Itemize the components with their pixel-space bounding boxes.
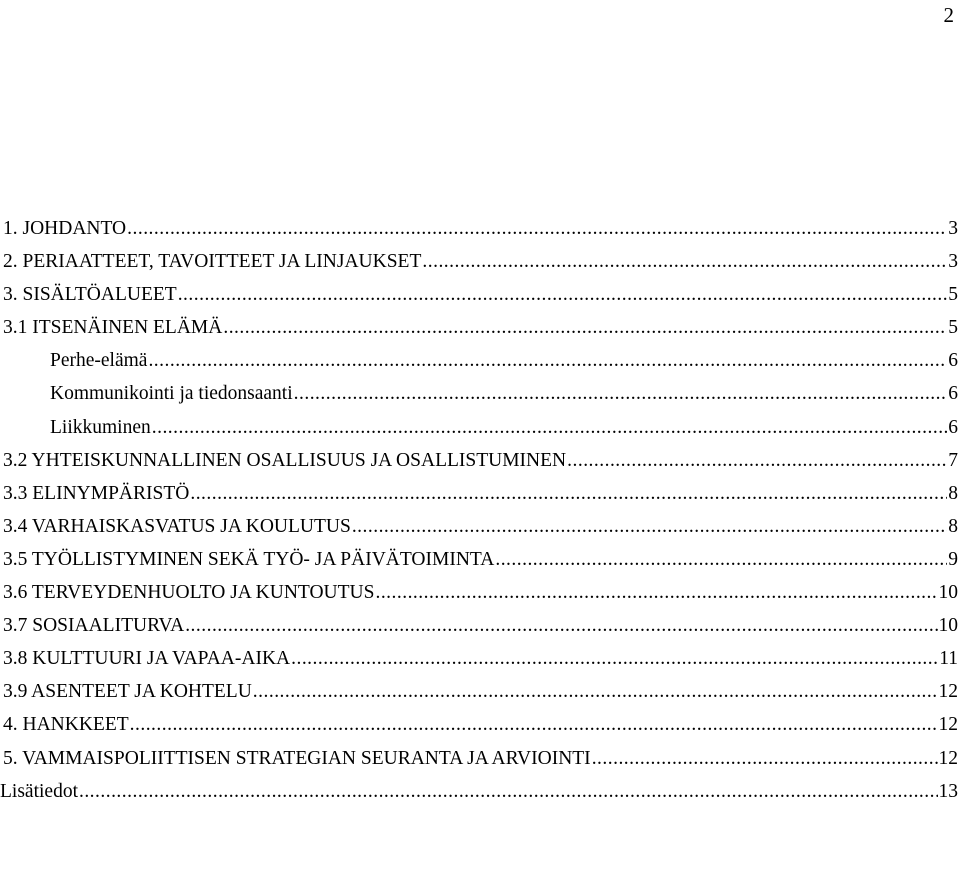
toc-entry-sisaltoalueet[interactable] (0, 278, 960, 311)
toc-entry-page: 6 (948, 383, 958, 405)
toc-entry-label: 3.9 ASENTEET JA KOHTELU (3, 681, 252, 703)
toc-entry-page: 6 (948, 350, 958, 372)
toc-entry-page: 5 (948, 284, 958, 306)
toc-entry-periaatteet[interactable] (0, 245, 960, 278)
toc-entry-page: 3 (948, 251, 958, 273)
toc-entry-page: 8 (948, 515, 958, 537)
page-number: 2 (943, 3, 954, 27)
toc-entry-label: 3.5 TYÖLLISTYMINEN SEKÄ TYÖ- JA PÄIVÄTOIMINTA (3, 548, 495, 570)
dot-leader (253, 675, 938, 708)
dot-leader (148, 344, 947, 377)
dot-leader (567, 444, 947, 477)
dot-leader (223, 311, 947, 344)
toc-entry-page: 10 (938, 582, 958, 604)
toc-entry-label: Lisätiedot (0, 780, 78, 802)
toc-entry-sosiaaliturva[interactable] (0, 609, 960, 642)
toc-entry-label: 5. VAMMAISPOLIITTISEN STRATEGIAN SEURANTA JA ARVIOINTI (3, 747, 591, 769)
dot-leader (495, 543, 947, 576)
dot-leader (190, 477, 947, 510)
dot-leader (79, 775, 938, 808)
toc-entry-label: 4. HANKKEET (3, 714, 129, 736)
toc-entry-label: 3.8 KULTTUURI JA VAPAA-AIKA (3, 648, 291, 670)
toc-entry-hankkeet[interactable] (0, 708, 960, 741)
toc-entry-kommunikointi[interactable] (0, 377, 960, 410)
toc-entry-tyollistyminen[interactable] (0, 543, 960, 576)
toc-entry-lisatiedot[interactable] (0, 775, 960, 808)
dot-leader (352, 510, 947, 543)
toc-entry-label: 3.6 TERVEYDENHUOLTO JA KUNTOUTUS (3, 582, 375, 604)
toc-entry-label: 3.2 YHTEISKUNNALLINEN OSALLISUUS JA OSALLISTUMINEN (3, 449, 567, 471)
dot-leader (127, 212, 947, 245)
toc-entry-johdanto[interactable] (0, 212, 960, 245)
toc-entry-liikkuminen[interactable] (0, 411, 960, 444)
toc-entry-page: 13 (938, 780, 958, 802)
toc-entry-yhteiskunnallinen-osallisuus[interactable] (0, 444, 960, 477)
toc-entry-kulttuuri[interactable] (0, 642, 960, 675)
toc-entry-label: Kommunikointi ja tiedonsaanti (50, 383, 293, 405)
toc-entry-page: 5 (948, 317, 958, 339)
toc-entry-elinymparisto[interactable] (0, 477, 960, 510)
toc-entry-page: 12 (938, 747, 958, 769)
toc-entry-page: 7 (948, 449, 958, 471)
toc-entry-page: 6 (948, 416, 958, 438)
toc-entry-label: 3.7 SOSIAALITURVA (3, 615, 185, 637)
dot-leader (422, 245, 947, 278)
dot-leader (152, 411, 948, 444)
toc-entry-page: 8 (948, 482, 958, 504)
toc-entry-label: 3.1 ITSENÄINEN ELÄMÄ (3, 317, 223, 339)
toc-entry-page: 12 (938, 681, 958, 703)
dot-leader (178, 278, 948, 311)
table-of-contents (0, 212, 960, 808)
toc-entry-seuranta[interactable] (0, 742, 960, 775)
toc-entry-page: 11 (939, 648, 958, 670)
dot-leader (592, 742, 938, 775)
dot-leader (291, 642, 938, 675)
toc-entry-page: 9 (948, 548, 958, 570)
dot-leader (185, 609, 937, 642)
toc-entry-label: 1. JOHDANTO (3, 218, 127, 239)
toc-entry-page: 3 (948, 218, 958, 239)
toc-entry-label: 3.3 ELINYMPÄRISTÖ (3, 482, 190, 504)
toc-entry-label: 3.4 VARHAISKASVATUS JA KOULUTUS (3, 515, 351, 537)
toc-entry-label: Liikkuminen (50, 416, 151, 438)
toc-entry-varhaiskasvatus[interactable] (0, 510, 960, 543)
toc-entry-asenteet[interactable] (0, 675, 960, 708)
toc-entry-label: 3. SISÄLTÖALUEET (3, 284, 177, 306)
dot-leader (294, 377, 948, 410)
dot-leader (375, 576, 937, 609)
dot-leader (130, 708, 938, 741)
toc-entry-label: 2. PERIAATTEET, TAVOITTEET JA LINJAUKSET (3, 251, 422, 273)
toc-entry-terveydenhuolto[interactable] (0, 576, 960, 609)
toc-entry-itsenainen-elama[interactable] (0, 311, 960, 344)
toc-entry-page: 12 (938, 714, 958, 736)
toc-entry-page: 10 (938, 615, 958, 637)
toc-entry-perhe-elama[interactable] (0, 344, 960, 377)
toc-entry-label: Perhe-elämä (50, 350, 148, 372)
